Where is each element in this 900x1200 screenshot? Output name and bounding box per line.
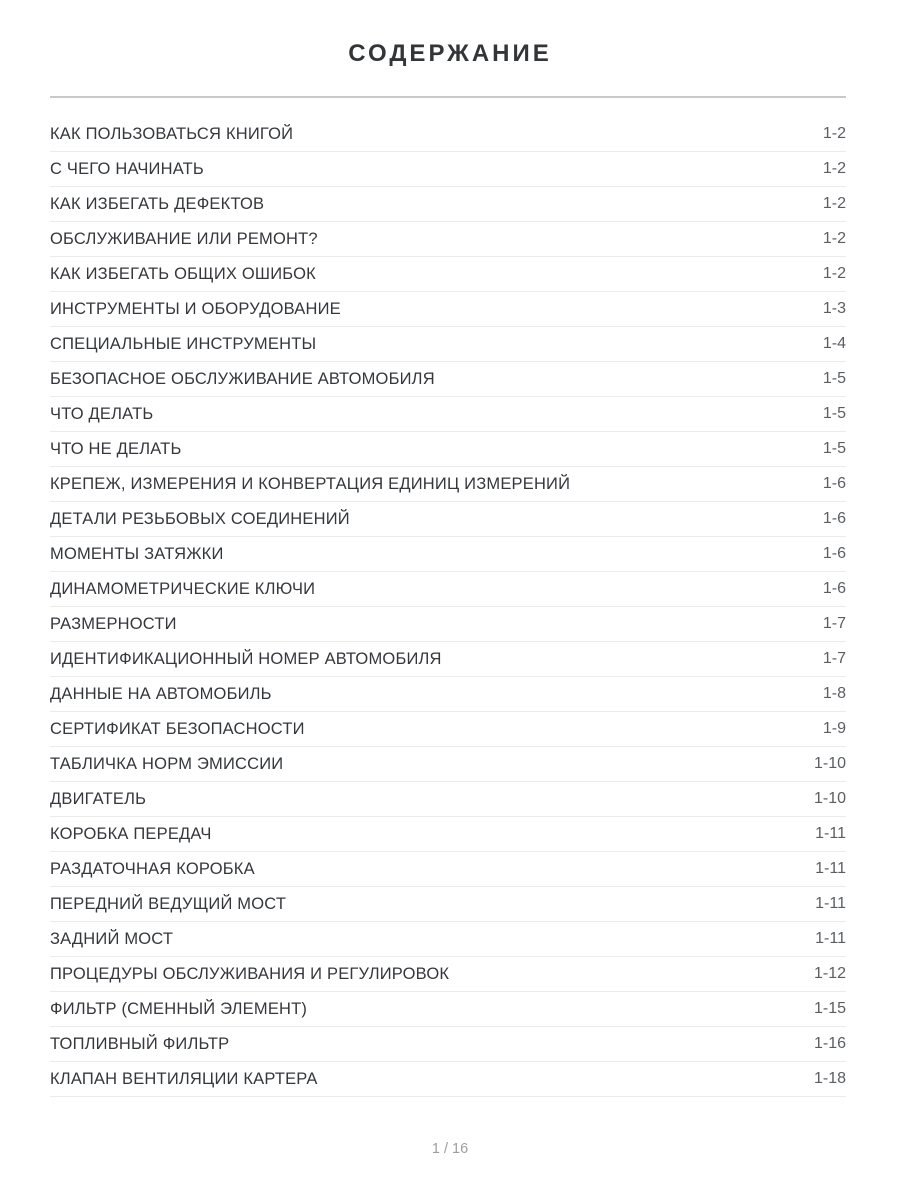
toc-row xyxy=(50,187,846,222)
toc-entry-label: ПРОЦЕДУРЫ ОБСЛУЖИВАНИЯ И РЕГУЛИРОВОК xyxy=(50,964,450,983)
toc-entry-page: 1-15 xyxy=(813,1000,846,1017)
toc-entry-label: ДИНАМОМЕТРИЧЕСКИЕ КЛЮЧИ xyxy=(50,579,316,598)
toc-entry-label: КАК ИЗБЕГАТЬ ДЕФЕКТОВ xyxy=(50,194,265,213)
toc-row xyxy=(50,607,846,642)
toc-entry-page: 1-18 xyxy=(813,1070,846,1087)
toc-row xyxy=(50,397,846,432)
toc-entry-label: СЕРТИФИКАТ БЕЗОПАСНОСТИ xyxy=(50,719,305,738)
toc-entry-page: 1-6 xyxy=(822,510,846,527)
page-title: СОДЕРЖАНИЕ xyxy=(348,40,552,67)
toc-entry-page: 1-5 xyxy=(822,405,846,422)
toc-entry-label: СПЕЦИАЛЬНЫЕ ИНСТРУМЕНТЫ xyxy=(50,334,317,353)
toc-entry-page: 1-2 xyxy=(822,160,846,177)
toc-entry-page: 1-11 xyxy=(815,930,846,947)
toc-entry-label: КРЕПЕЖ, ИЗМЕРЕНИЯ И КОНВЕРТАЦИЯ ЕДИНИЦ ИЗМЕРЕНИЙ xyxy=(50,474,571,493)
toc-entry-label: КЛАПАН ВЕНТИЛЯЦИИ КАРТЕРА xyxy=(50,1069,318,1088)
toc-row xyxy=(50,327,846,362)
toc-entry-label: ФИЛЬТР (СМЕННЫЙ ЭЛЕМЕНТ) xyxy=(50,999,308,1018)
toc-entry-label: ДЕТАЛИ РЕЗЬБОВЫХ СОЕДИНЕНИЙ xyxy=(50,509,350,528)
toc-entry-label: КАК ПОЛЬЗОВАТЬСЯ КНИГОЙ xyxy=(50,124,294,143)
toc-entry-label: ПЕРЕДНИЙ ВЕДУЩИЙ МОСТ xyxy=(50,894,287,913)
toc-entry-label: КОРОБКА ПЕРЕДАЧ xyxy=(50,824,212,843)
toc-entry-label: ЧТО ДЕЛАТЬ xyxy=(50,404,154,423)
toc-row xyxy=(50,432,846,467)
toc-entry-page: 1-7 xyxy=(822,650,846,667)
toc-entry-page: 1-7 xyxy=(822,615,846,632)
toc-row xyxy=(50,887,846,922)
toc-entry-page: 1-11 xyxy=(815,895,846,912)
toc-row xyxy=(50,677,846,712)
toc-row xyxy=(50,502,846,537)
toc-entry-label: ДАННЫЕ НА АВТОМОБИЛЬ xyxy=(50,684,272,703)
toc-row xyxy=(50,957,846,992)
toc-entry-page: 1-2 xyxy=(822,265,846,282)
toc-row xyxy=(50,257,846,292)
toc-entry-page: 1-10 xyxy=(813,755,846,772)
toc-entry-page: 1-10 xyxy=(813,790,846,807)
toc-entry-label: МОМЕНТЫ ЗАТЯЖКИ xyxy=(50,544,224,563)
toc-entry-label: ИНСТРУМЕНТЫ И ОБОРУДОВАНИЕ xyxy=(50,299,341,318)
toc-row xyxy=(50,852,846,887)
toc-row xyxy=(50,642,846,677)
toc-entry-label: ЗАДНИЙ МОСТ xyxy=(50,929,174,948)
toc-row xyxy=(50,782,846,817)
toc-entry-page: 1-2 xyxy=(822,195,846,212)
toc-entry-page: 1-2 xyxy=(822,230,846,247)
toc-row xyxy=(50,537,846,572)
toc-entry-page: 1-6 xyxy=(822,475,846,492)
toc-row xyxy=(50,152,846,187)
toc-entry-label: ИДЕНТИФИКАЦИОННЫЙ НОМЕР АВТОМОБИЛЯ xyxy=(50,649,442,668)
toc-entry-page: 1-11 xyxy=(815,825,846,842)
toc-row xyxy=(50,1062,846,1097)
toc-entry-page: 1-8 xyxy=(822,685,846,702)
toc-row xyxy=(50,992,846,1027)
toc-row xyxy=(50,712,846,747)
page-number-indicator: 1 / 16 xyxy=(431,1141,469,1157)
toc-row xyxy=(50,572,846,607)
toc-row xyxy=(50,467,846,502)
toc-entry-label: РАЗМЕРНОСТИ xyxy=(50,614,177,633)
toc-entry-label: БЕЗОПАСНОЕ ОБСЛУЖИВАНИЕ АВТОМОБИЛЯ xyxy=(50,369,435,388)
toc-row xyxy=(50,362,846,397)
toc-entry-label: РАЗДАТОЧНАЯ КОРОБКА xyxy=(50,859,255,878)
toc-entry-page: 1-2 xyxy=(822,125,846,142)
toc-row xyxy=(50,747,846,782)
toc-entry-label: ЧТО НЕ ДЕЛАТЬ xyxy=(50,439,182,458)
toc-entry-page: 1-5 xyxy=(822,440,846,457)
toc-entry-page: 1-5 xyxy=(822,370,846,387)
toc-entry-page: 1-16 xyxy=(813,1035,846,1052)
toc-row xyxy=(50,817,846,852)
toc-entry-label: С ЧЕГО НАЧИНАТЬ xyxy=(50,159,204,178)
toc-entry-page: 1-4 xyxy=(822,335,846,352)
toc-entry-page: 1-3 xyxy=(822,300,846,317)
toc-entry-page: 1-11 xyxy=(815,860,846,877)
toc-entry-label: ТОПЛИВНЫЙ ФИЛЬТР xyxy=(50,1034,230,1053)
toc-entry-page: 1-9 xyxy=(822,720,846,737)
toc-entry-page: 1-6 xyxy=(822,545,846,562)
toc-entry-label: ОБСЛУЖИВАНИЕ ИЛИ РЕМОНТ? xyxy=(50,229,318,248)
toc-row xyxy=(50,922,846,957)
toc-row xyxy=(50,1027,846,1062)
toc-list xyxy=(50,98,846,1097)
toc-row xyxy=(50,117,846,152)
toc-entry-page: 1-6 xyxy=(822,580,846,597)
toc-entry-label: КАК ИЗБЕГАТЬ ОБЩИХ ОШИБОК xyxy=(50,264,316,283)
toc-entry-label: ТАБЛИЧКА НОРМ ЭМИССИИ xyxy=(50,754,284,773)
toc-entry-label: ДВИГАТЕЛЬ xyxy=(50,789,147,808)
toc-row xyxy=(50,222,846,257)
toc-row xyxy=(50,292,846,327)
toc-entry-page: 1-12 xyxy=(813,965,846,982)
